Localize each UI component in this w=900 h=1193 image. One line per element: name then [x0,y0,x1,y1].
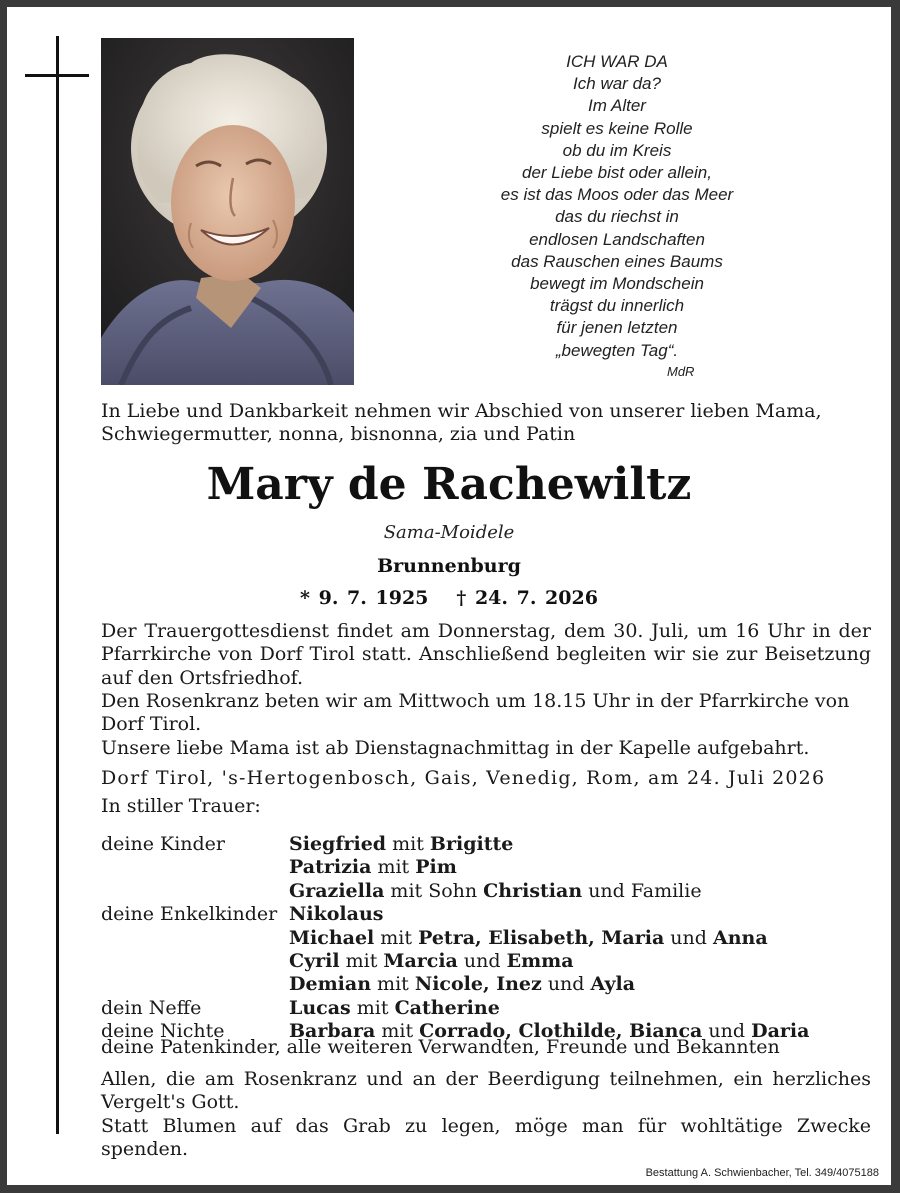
relative-connector: und Familie [582,879,702,902]
relative-label: deine Kinder [101,833,226,855]
relative-names [289,903,383,926]
portrait-photo [101,38,354,385]
relative-name: Nikolaus [289,903,384,926]
relative-names [289,973,635,996]
poem-line: „bewegten Tag“. [555,340,679,360]
relative-name: Michael [289,926,375,949]
poem-line: bewegt im Mondschein [530,274,704,294]
funeral-home-footer: Bestattung A. Schwienbacher, Tel. 349/4075188 [645,1167,879,1179]
deceased-name: Mary de Rachewiltz [206,459,692,510]
relative-names [289,833,513,856]
relative-name: Christian [483,879,583,902]
relative-connector: und [664,926,713,949]
deceased-nickname: Sama-Moidele [383,522,515,543]
relative-names [289,950,574,973]
relative-name: Siegfried [289,833,387,855]
relative-label: deine Nichte [101,1020,225,1043]
poem-line: ob du im Kreis [562,140,672,160]
poem-line: trägst du innerlich [549,296,685,316]
relative-name: Daria [751,1020,810,1043]
poem-line: das du riechst in [555,207,679,227]
relative-connector: und [702,1020,752,1043]
relative-names [289,880,702,903]
obituary-card [7,7,891,1185]
relative-name: Brigitte [429,833,514,855]
location-date: Dorf Tirol, 's-Hertogenbosch, Gais, Venedig, Rom, am 24. Juli 2026 [101,767,826,789]
death-date: † 24. 7. 2026 [456,587,598,609]
relative-name: Graziella [289,879,385,902]
poem-line: für jenen letzten [556,318,678,338]
poem-line: Im Alter [588,96,646,116]
relative-name: Patrizia [289,856,372,879]
relative-names [289,856,457,879]
poem-signature: MdR [667,364,695,379]
relative-name: Anna [712,926,768,949]
poem-line: der Liebe bist oder allein, [522,163,712,183]
relative-names [289,997,500,1020]
birth-date: * 9. 7. 1925 [300,587,429,609]
relative-name: Emma [506,950,574,972]
relative-connector: mit Sohn [384,879,484,902]
relative-label: dein Neffe [101,996,202,1019]
poem-line: spielt es keine Rolle [541,118,693,138]
relative-name: Nicole, Inez [414,973,542,996]
life-dates [7,587,891,609]
relative-name: Lucas [289,996,351,1019]
thanks-text: Allen, die am Rosenkranz und an der Beerdigung teilnehmen, ein herzliches Vergelt's Gott. [101,1068,871,1114]
relative-name: Pim [415,856,457,879]
flowers-text: Statt Blumen auf das Grab zu legen, möge man für wohltätige Zwecke spenden. [101,1115,871,1161]
rosary-text: Den Rosenkranz beten wir am Mittwoch um 18.15 Uhr in der Pfarrkirche von Dorf Tirol. [101,690,850,736]
relative-connector: mit [375,1020,420,1043]
relative-connector: mit [371,856,416,879]
relative-name: Petra, Elisabeth, Maria [418,926,665,949]
relative-connector: mit [386,833,430,855]
relative-name: Demian [289,973,372,996]
relative-connector: mit [374,926,419,949]
poem-line: ICH WAR DA [566,52,668,71]
mourning-intro: In stiller Trauer: [101,795,261,817]
godchildren-text: deine Patenkinder, alle weiteren Verwandten, Freunde und Bekannten [101,1036,780,1058]
poem [447,51,787,362]
relative-name: Corrado, Clothilde, Bianca [419,1020,703,1043]
poem-line: das Rauschen eines Baums [511,251,723,271]
relative-name: Marcia [383,950,458,972]
relative-name: Cyril [289,950,340,972]
relative-connector: und [457,950,507,972]
intro-text: In Liebe und Dankbarkeit nehmen wir Abschied von unserer lieben Mama, Schwiegermutter, nonna, bisnonna, zia und Patin [101,400,822,446]
relative-connector: und [541,973,591,996]
relative-connector: mit [371,973,415,996]
funeral-text: Der Trauergottesdienst findet am Donnerstag, dem 30. Juli, um 16 Uhr in der Pfarrkirche von Dorf Tirol statt. Anschließend begleiten wir sie zur Beisetzung auf den Ortsfriedhof. [101,620,871,689]
relative-connector: mit [350,996,395,1019]
relative-names [289,927,768,950]
poem-line: es ist das Moos oder das Meer [500,185,734,205]
laid-out-text: Unsere liebe Mama ist ab Dienstagnachmittag in der Kapelle aufgebahrt. [101,737,810,759]
relative-connector: mit [339,950,384,972]
deceased-place: Brunnenburg [377,555,521,577]
relative-label: deine Enkelkinder [101,903,278,926]
relative-name: Ayla [590,973,636,996]
poem-line: endlosen Landschaften [529,229,705,249]
poem-line: Ich war da? [573,74,661,94]
relative-name: Catherine [394,996,500,1019]
relative-name: Barbara [289,1020,376,1043]
